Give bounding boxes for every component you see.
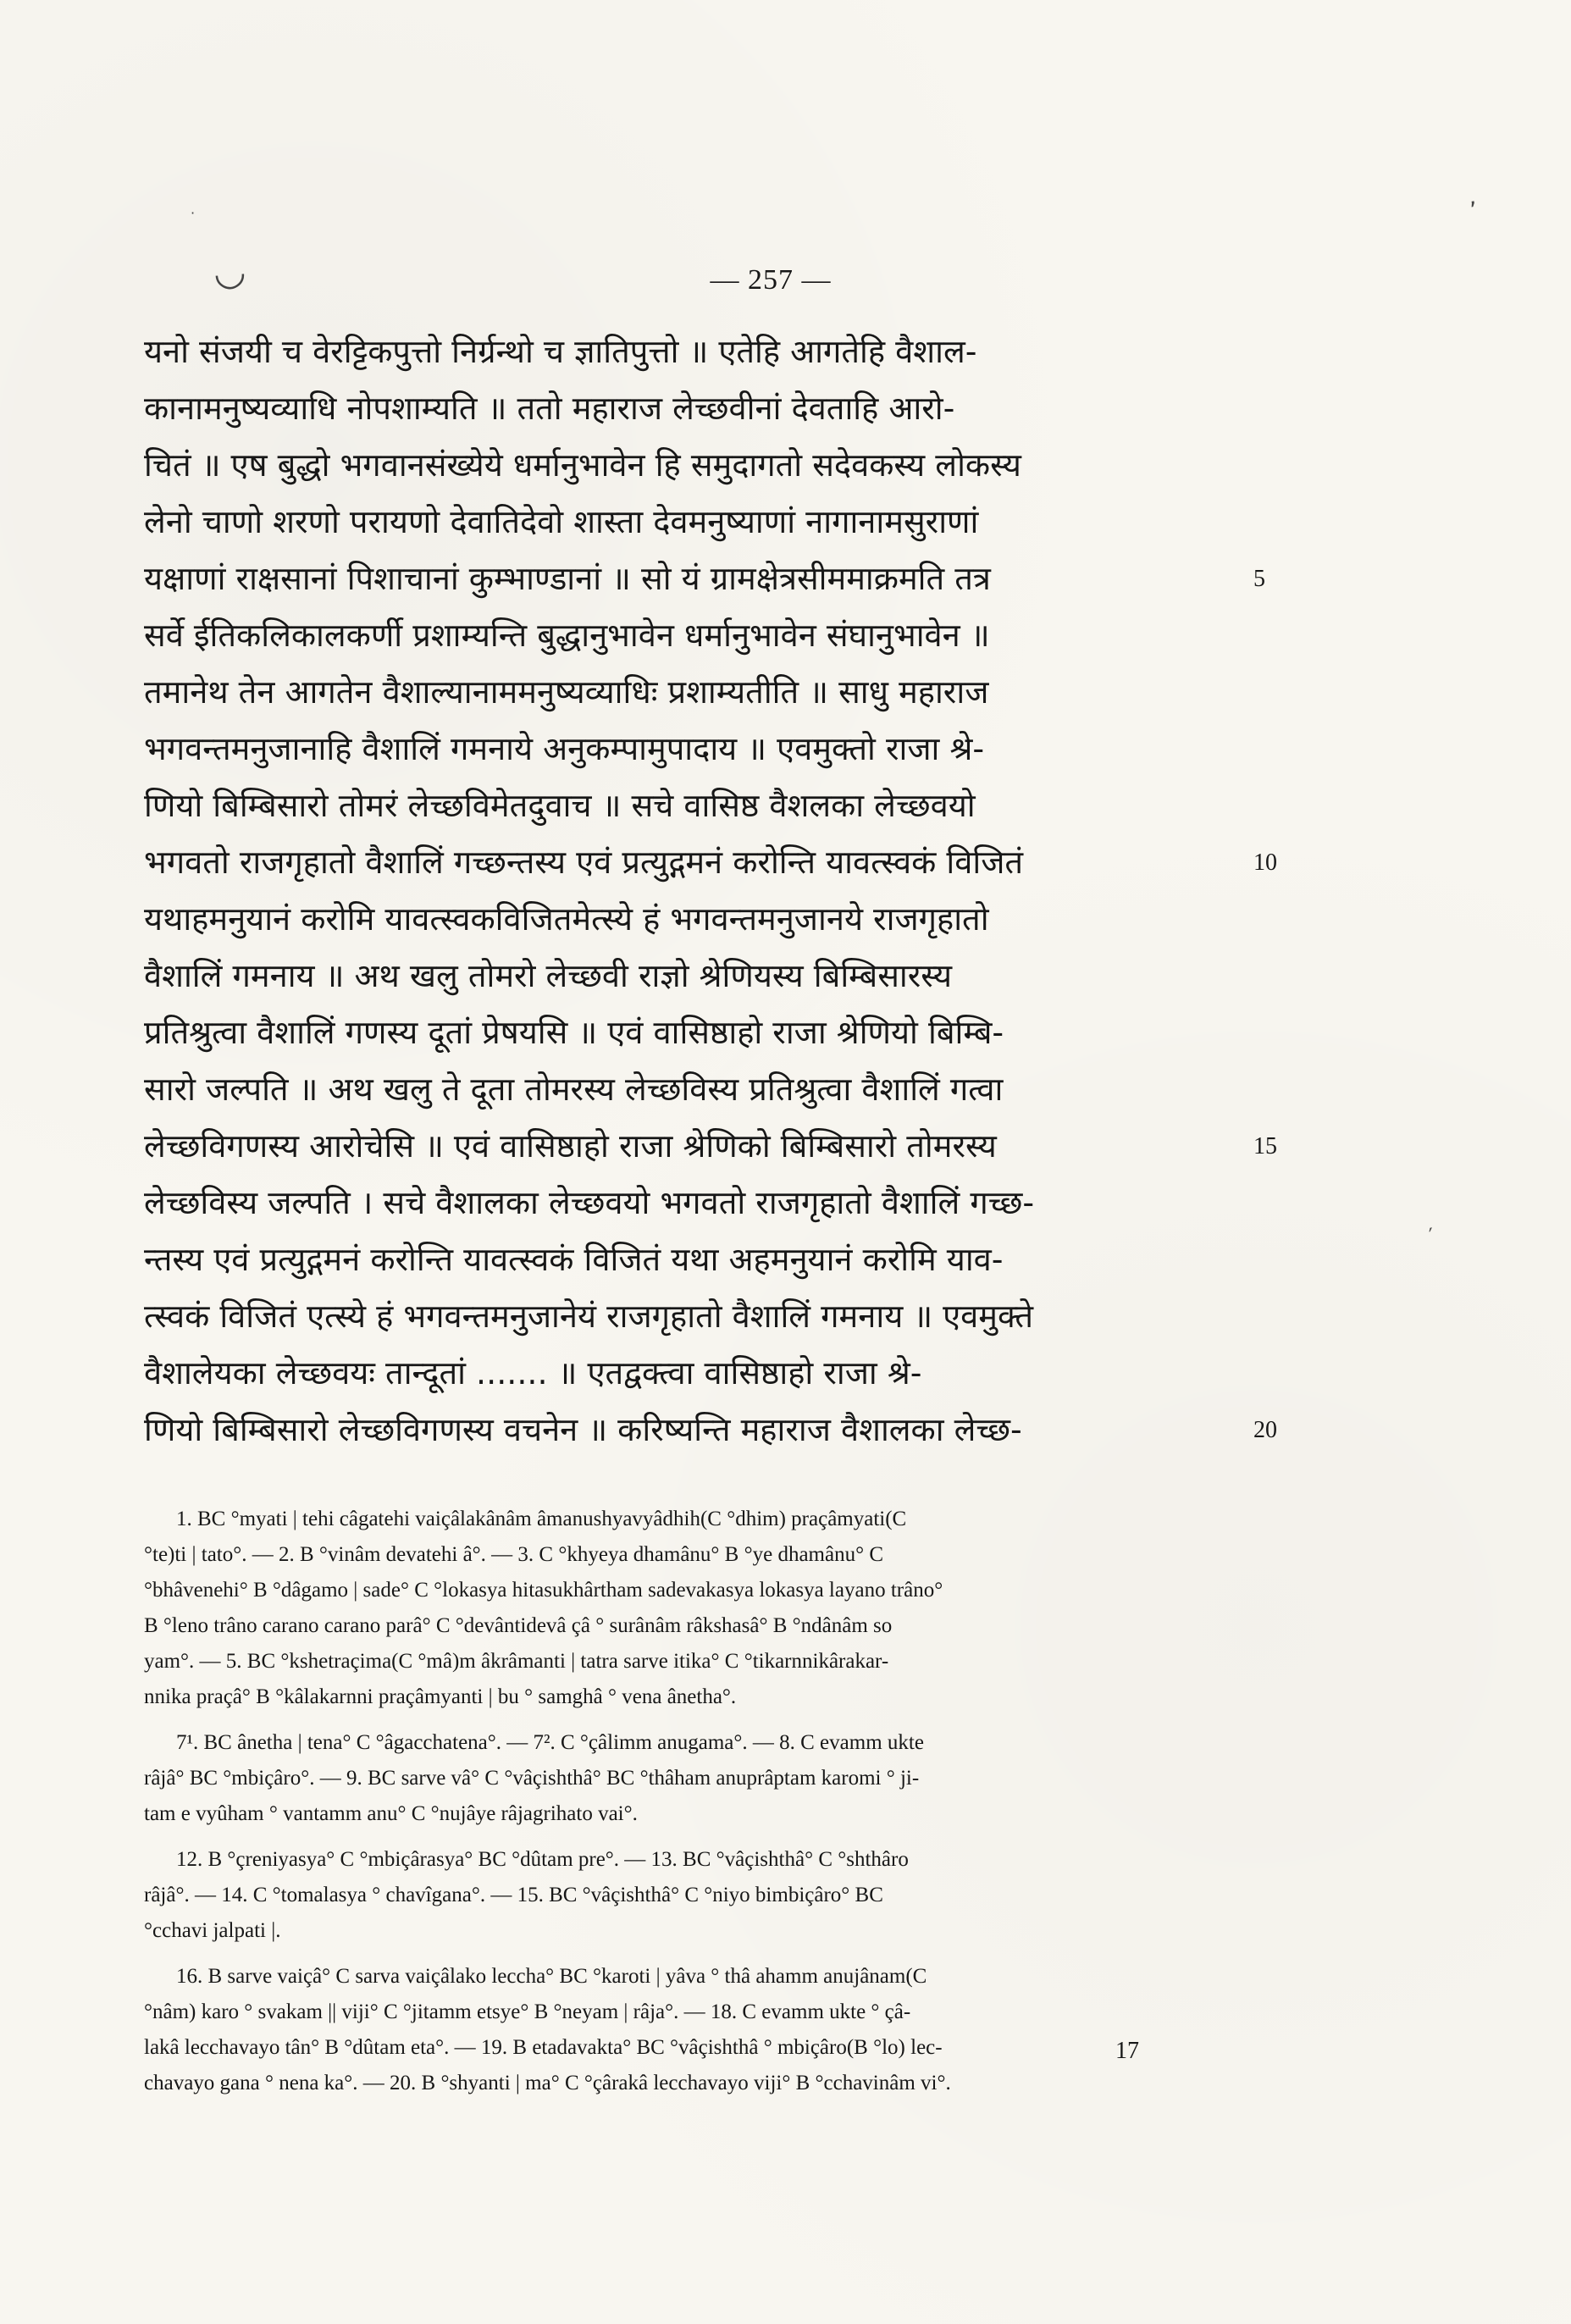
- note-line: 7¹. BC ânetha | tena° C °âgacchatena°. — 7². C °çâlimm anugama°. — 8. C evamm ukte: [176, 1731, 924, 1754]
- text-line: प्रतिश्रुत्वा वैशालिं गणस्य दूतां प्रेषयसि ॥ एवं वासिष्ठाहो राजा श्रेणियो बिम्बि-: [144, 1014, 1004, 1051]
- note-line: 1. BC °myati | tehi câgatehi vaiçâlakânâm âmanushyavyâdhih(C °dhim) praçâmyati(C: [176, 1508, 907, 1530]
- critical-apparatus: [144, 1502, 1245, 2101]
- text-line: लेच्छविगणस्य आरोचेसि ॥ एवं वासिष्ठाहो राजा श्रेणिको बिम्बिसारो तोमरस्य: [144, 1127, 997, 1165]
- text-line: लेच्छविस्य जल्पति । सचे वैशालका लेच्छवयो भगवतो राजगृहातो वैशालिं गच्छ-: [144, 1184, 1035, 1221]
- text-line: सारो जल्पति ॥ अथ खलु ते दूता तोमरस्य लेच्छविस्य प्रतिश्रुत्वा वैशालिं गत्वा: [144, 1071, 1004, 1108]
- pencil-mark-right: ’: [1468, 196, 1480, 225]
- text-line: वैशालेयका लेच्छवयः तान्दूतां ....... ॥ एतद्वक्त्वा वासिष्ठाहो राजा श्रे-: [144, 1354, 922, 1392]
- note-spacer: [144, 1832, 1245, 1842]
- text-line: भगवन्तमनुजानाहि वैशालिं गमनाये अनुकम्पामुपादाय ॥ एवमुक्तो राजा श्रे-: [144, 730, 985, 767]
- note-line: 12. B °çreniyasya° C °mbiçârasya° BC °dûtam pre°. — 13. BC °vâçishthâ° C °shthâro: [176, 1848, 909, 1871]
- note-line: °te)ti | tato°. — 2. B °vinâm devatehi â°. — 3. C °khyeya dhamânu° B °ye dhamânu° C: [144, 1543, 884, 1566]
- signature-mark: 17: [1115, 2038, 1139, 2064]
- line-number-15: 15: [1253, 1133, 1277, 1159]
- text-line: णियो बिम्बिसारो तोमरं लेच्छविमेतदुवाच ॥ सचे वासिष्ठ वैशलका लेच्छवयो: [144, 787, 976, 824]
- line-number-5: 5: [1253, 566, 1265, 592]
- sanskrit-text-block: [144, 324, 1236, 1458]
- note-line: yam°. — 5. BC °kshetraçima(C °mâ)m âkrâmanti | tatra sarve itika° C °tikarnnikârakar-: [144, 1650, 889, 1673]
- note-line: nnika praçâ° B °kâlakarnni praçâmyanti | bu ° samghâ ° vena ânetha°.: [144, 1685, 737, 1708]
- text-line: कानामनुष्यव्याधि नोपशाम्यति ॥ ततो महाराज लेच्छवीनां देवताहि आरो-: [144, 390, 955, 427]
- text-line: लेनो चाणो शरणो परायणो देवातिदेवो शास्ता देवमनुष्याणां नागानामसुराणां: [144, 503, 979, 540]
- text-line: यथाहमनुयानं करोमि यावत्स्वकविजितमेत्स्ये हं भगवन्तमनुजानये राजगृहातो: [144, 900, 989, 938]
- text-line: भगवतो राजगृहातो वैशालिं गच्छन्तस्य एवं प्रत्युद्गमनं करोन्ति यावत्स्वकं विजितं: [144, 844, 1024, 881]
- line-number-20: 20: [1253, 1417, 1277, 1443]
- note-line: râjâ° BC °mbiçâro°. — 9. BC sarve vâ° C °vâçishthâ° BC °thâham anuprâptam karomi ° ji-: [144, 1767, 920, 1790]
- note-line: tam e vyûham ° vantamm anu° C °nujâye râjagrihato vai°.: [144, 1802, 638, 1825]
- pencil-mark-middle: ′: [1427, 1223, 1437, 1248]
- text-line: सर्वे ईतिकलिकालकर्णी प्रशाम्यन्ति बुद्धानुभावेन धर्मानुभावेन संघानुभावेन ॥: [144, 617, 990, 654]
- note-line: lakâ lecchavayo tân° B °dûtam eta°. — 19. B etadavakta° BC °vâçishthâ ° mbiçâro(B °lo) lec-: [144, 2036, 943, 2059]
- line-number-10: 10: [1253, 849, 1277, 876]
- text-line: वैशालिं गमनाय ॥ अथ खलु तोमरो लेच्छवी राज्ञो श्रेणियस्य बिम्बिसारस्य: [144, 957, 953, 994]
- note-line: °cchavi jalpati |.: [144, 1919, 281, 1942]
- note-line: B °leno trâno carano carano parâ° C °devântidevâ çâ ° surânâm râkshasâ° B °ndânâm so: [144, 1614, 893, 1637]
- scan-dot-mark: ·: [191, 205, 196, 221]
- text-line: त्स्वकं विजितं एत्स्ये हं भगवन्तमनुजानेयं राजगृहातो वैशालिं गमनाय ॥ एवमुक्ते: [144, 1298, 1034, 1335]
- page-number: — 257 —: [710, 264, 832, 296]
- note-spacer: [144, 1715, 1245, 1725]
- note-line: °nâm) karo ° svakam || viji° C °jitamm etsye° B °neyam | râja°. — 18. C evamm ukte ° çâ-: [144, 2000, 911, 2023]
- note-line: °bhâvenehi° B °dâgamo | sade° C °lokasya hitasukhârtham sadevakasya lokasya layano trâno°: [144, 1579, 943, 1602]
- note-line: 16. B sarve vaiçâ° C sarva vaiçâlako leccha° BC °karoti | yâva ° thâ ahamm anujânam(C: [176, 1965, 927, 1988]
- text-line: यक्षाणां राक्षसानां पिशाचानां कुम्भाण्डानां ॥ सो यं ग्रामक्षेत्रसीममाक्रमति तत्र: [144, 560, 991, 597]
- note-line: râjâ°. — 14. C °tomalasya ° chavîgana°. — 15. BC °vâçishthâ° C °niyo bimbiçâro° BC: [144, 1884, 883, 1906]
- text-line: चितं ॥ एष बुद्धो भगवानसंख्येये धर्मानुभावेन हि समुदागतो सदेवकस्य लोकस्य: [144, 446, 1021, 484]
- note-spacer: [144, 1949, 1245, 1959]
- text-line: न्तस्य एवं प्रत्युद्गमनं करोन्ति यावत्स्वकं विजितं यथा अहमनुयानं करोमि याव-: [144, 1241, 1004, 1278]
- text-line: तमानेथ तेन आगतेन वैशाल्यानाममनुष्यव्याधिः प्रशाम्यतीति ॥ साधु महाराज: [144, 673, 989, 711]
- note-line: chavayo gana ° nena ka°. — 20. B °shyanti | ma° C °çârakâ lecchavayo viji° B °cchavinâm vi°.: [144, 2072, 951, 2094]
- pencil-mark-left: ◡: [212, 249, 248, 296]
- text-line: णियो बिम्बिसारो लेच्छविगणस्य वचनेन ॥ करिष्यन्ति महाराज वैशालका लेच्छ-: [144, 1411, 1022, 1448]
- text-line: यनो संजयी च वेरट्टिकपुत्तो निर्ग्रन्थो च ज्ञातिपुत्तो ॥ एतेहि आगतेहि वैशाल-: [144, 333, 977, 370]
